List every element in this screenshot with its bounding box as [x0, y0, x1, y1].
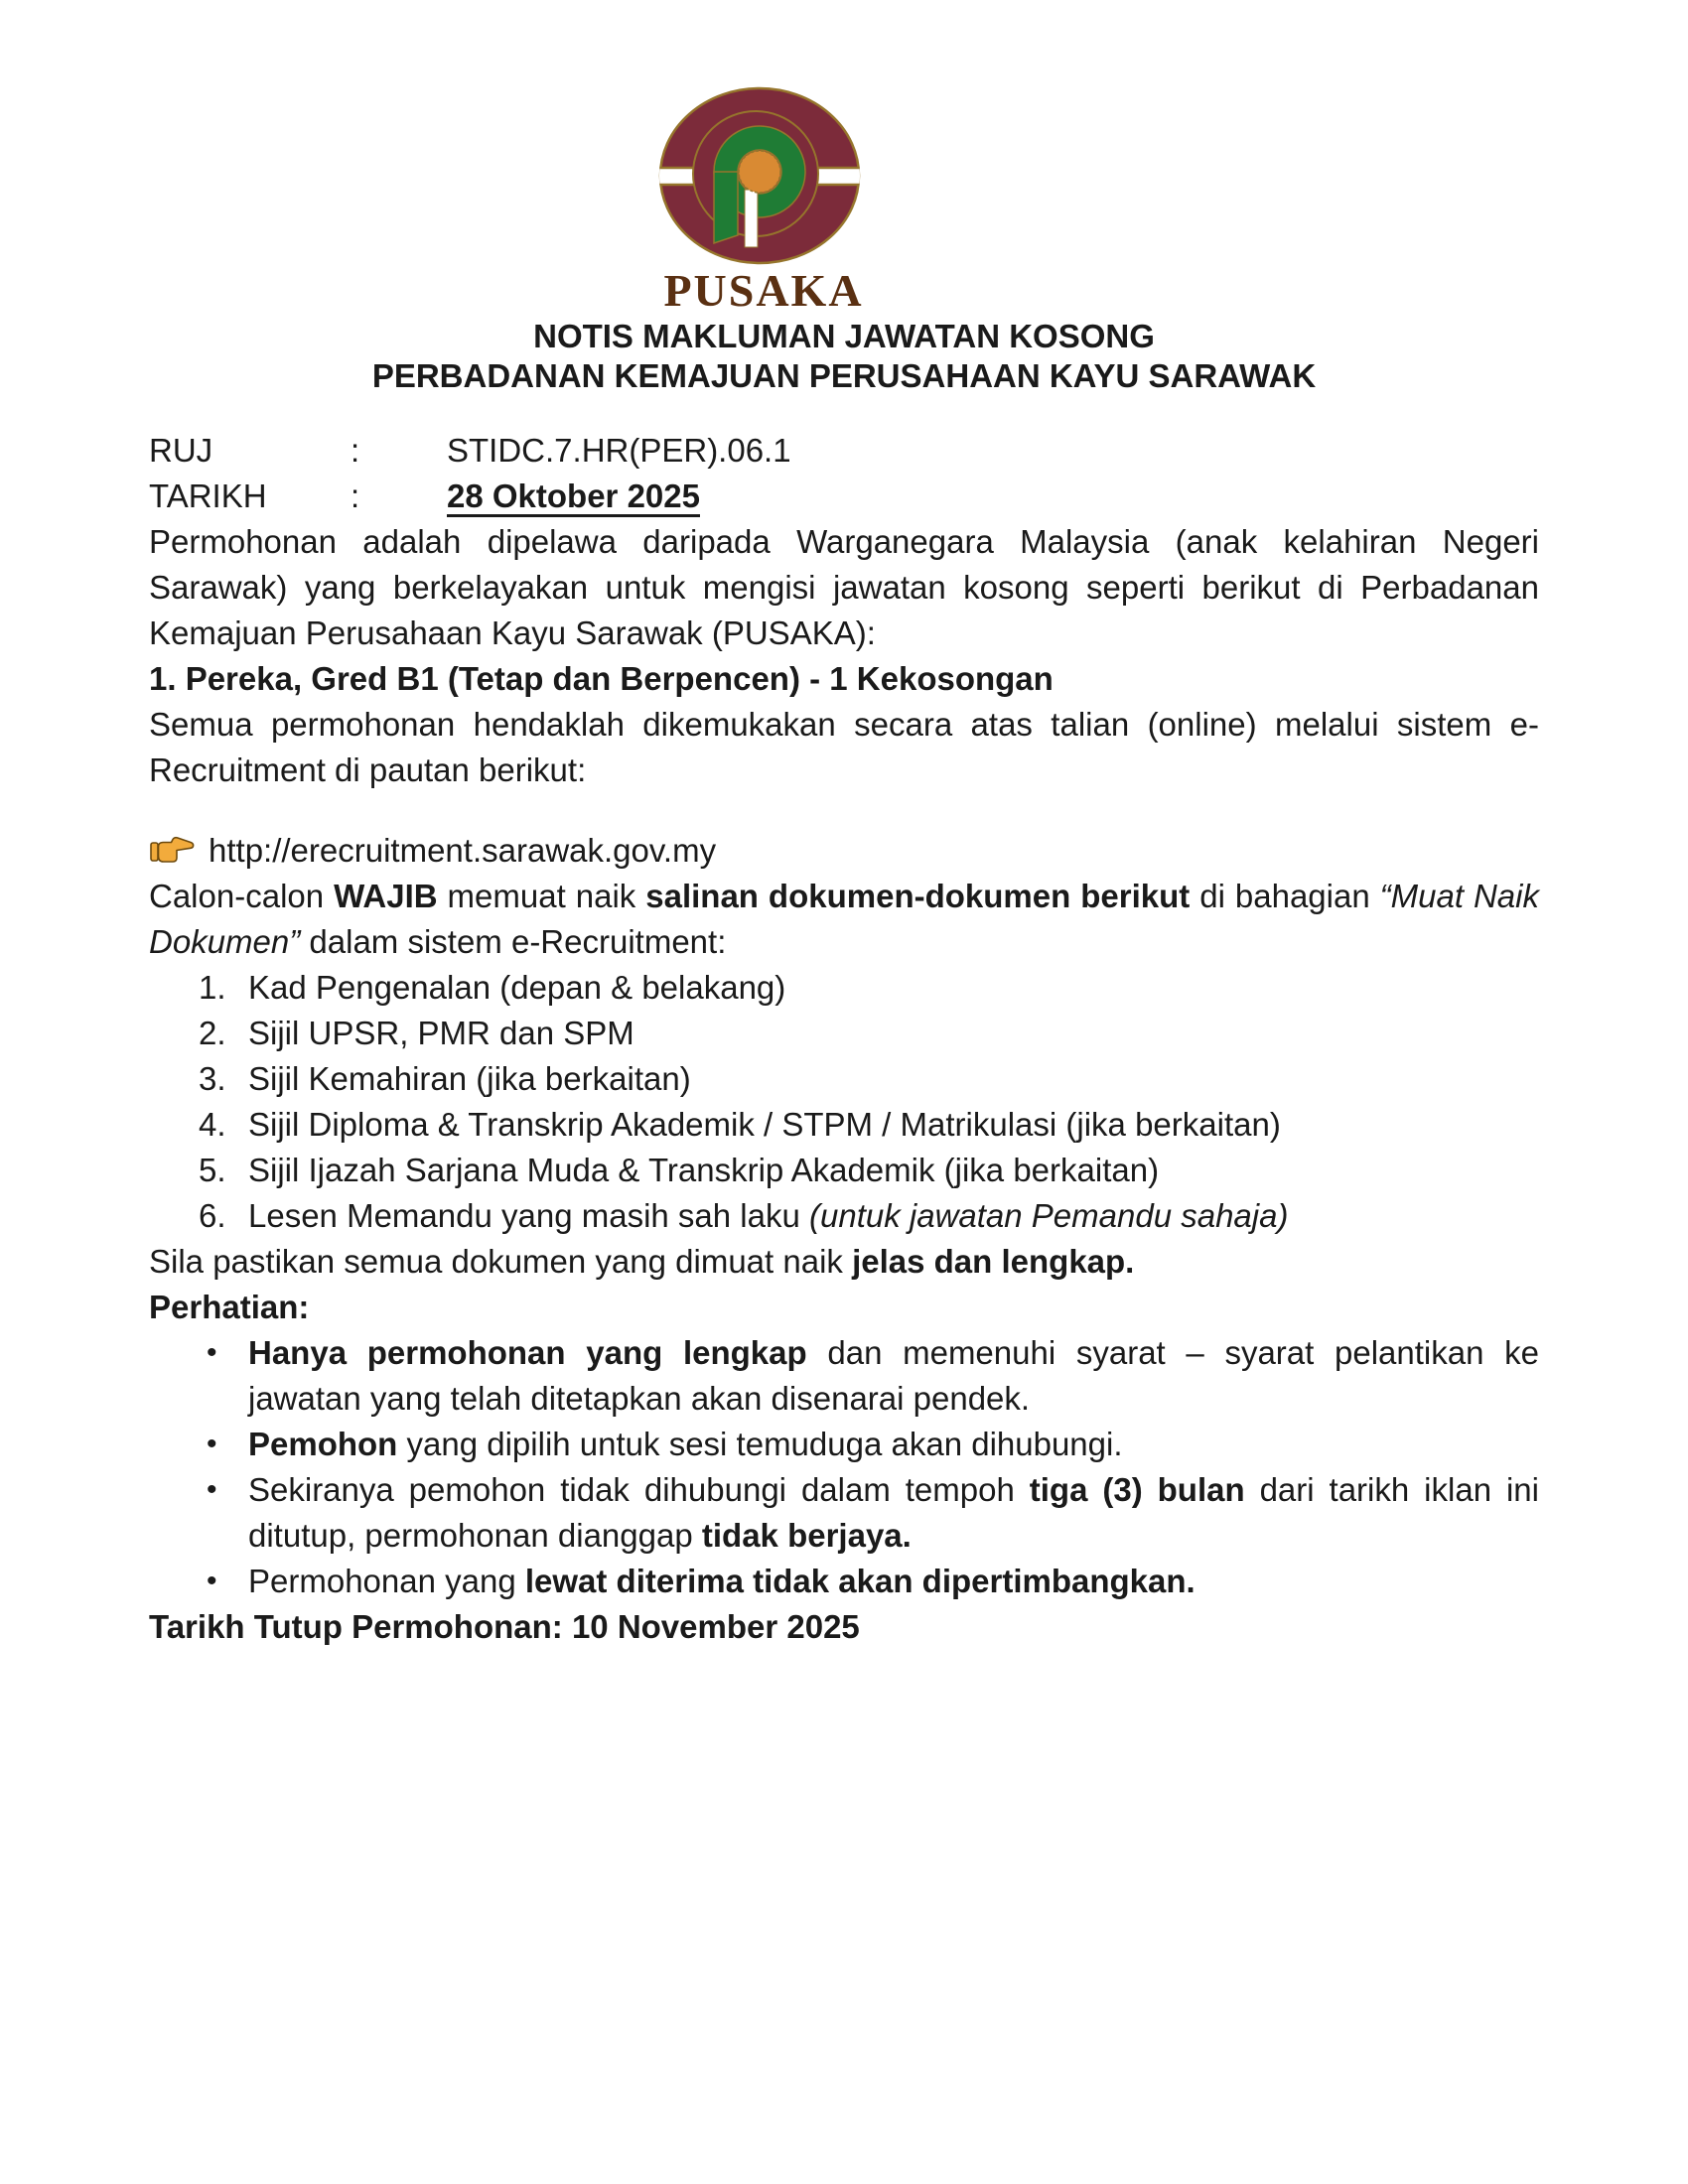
item-number: 5.	[199, 1152, 226, 1188]
upload-instruction: Calon-calon WAJIB memuat naik salinan dokumen-dokumen berikut di bahagian “Muat Naik Dokumen” dalam sistem e-Recruitment:	[149, 878, 1539, 960]
erecruitment-url: http://erecruitment.sarawak.gov.my	[209, 832, 717, 869]
item-text: Sijil Ijazah Sarjana Muda & Transkrip Akademik (jika berkaitan)	[248, 1152, 1160, 1188]
reference-row-ruj	[149, 428, 1539, 474]
item-text: Sijil UPSR, PMR dan SPM	[248, 1015, 634, 1051]
pusaka-wordmark: PUSAKA	[663, 265, 864, 316]
ensure-note: Sila pastikan semua dokumen yang dimuat naik jelas dan lengkap.	[149, 1243, 1135, 1280]
pusaka-logo-icon	[648, 84, 879, 267]
tarikh-value: 28 Oktober 2025	[447, 478, 700, 514]
logo-p-leg	[714, 172, 738, 243]
item-text: Pemohon yang dipilih untuk sesi temuduga akan dihubungi.	[248, 1426, 1123, 1462]
reference-block	[149, 428, 1539, 519]
intro-paragraph: Permohonan adalah dipelawa daripada Warganegara Malaysia (anak kelahiran Negeri Sarawak) yang berkelayakan untuk mengisi jawatan kosong seperti berikut di Perbadanan Kemajuan Perusahaan Kayu Sarawak (PUSAKA):	[149, 523, 1539, 651]
document-item-2	[199, 1011, 1539, 1056]
attention-item-1	[207, 1330, 1539, 1422]
attention-item-3	[207, 1467, 1539, 1559]
item-text: Permohonan yang lewat diterima tidak akan dipertimbangkan.	[248, 1563, 1196, 1599]
bullet-icon: •	[207, 1336, 217, 1369]
item-number: 1.	[199, 969, 226, 1006]
ruj-value: STIDC.7.HR(PER).06.1	[447, 432, 791, 469]
item-number: 4.	[199, 1106, 226, 1143]
document-item-5	[199, 1148, 1539, 1193]
item-text: Hanya permohonan yang lengkap dan memenuhi syarat – syarat pelantikan ke jawatan yang telah ditetapkan akan disenarai pendek.	[248, 1334, 1539, 1417]
document-item-4	[199, 1102, 1539, 1148]
erecruitment-link-row	[149, 828, 1539, 874]
pointing-hand-icon	[149, 833, 195, 869]
ruj-label: RUJ	[149, 432, 213, 469]
logo-center-dot	[739, 151, 780, 193]
document-title	[149, 317, 1539, 396]
bullet-icon: •	[207, 1565, 217, 1597]
closing-date: Tarikh Tutup Permohonan: 10 November 2025	[149, 1608, 860, 1645]
ruj-separator: :	[351, 432, 360, 469]
reference-row-tarikh	[149, 474, 1539, 519]
pusaka-logo	[648, 84, 879, 315]
item-text: Sijil Kemahiran (jika berkaitan)	[248, 1060, 691, 1097]
document-item-6	[199, 1193, 1539, 1239]
item-number: 6.	[199, 1197, 226, 1234]
bullet-icon: •	[207, 1428, 217, 1460]
document-item-1	[199, 965, 1539, 1011]
tarikh-separator: :	[351, 478, 360, 514]
attention-list	[149, 1330, 1539, 1604]
tarikh-label: TARIKH	[149, 478, 267, 514]
title-line-1: NOTIS MAKLUMAN JAWATAN KOSONG	[533, 318, 1155, 354]
attention-item-4	[207, 1559, 1539, 1604]
attention-item-2	[207, 1422, 1539, 1467]
online-submission-note: Semua permohonan hendaklah dikemukakan secara atas talian (online) melalui sistem e-Recruitment di pautan berikut:	[149, 706, 1539, 788]
item-text: Lesen Memandu yang masih sah laku (untuk jawatan Pemandu sahaja)	[248, 1197, 1289, 1234]
item-text: Sekiranya pemohon tidak dihubungi dalam tempoh tiga (3) bulan dari tarikh iklan ini ditutup, permohonan dianggap tidak berjaya.	[248, 1471, 1539, 1554]
logo-p-stem	[745, 190, 758, 247]
item-number: 3.	[199, 1060, 226, 1097]
bullet-icon: •	[207, 1473, 217, 1506]
attention-heading: Perhatian:	[149, 1289, 310, 1325]
item-text: Kad Pengenalan (depan & belakang)	[248, 969, 786, 1006]
vacancy-heading: 1. Pereka, Gred B1 (Tetap dan Berpencen) - 1 Kekosongan	[149, 660, 1054, 697]
document-item-3	[199, 1056, 1539, 1102]
document-checklist	[149, 965, 1539, 1239]
title-line-2: PERBADANAN KEMAJUAN PERUSAHAAN KAYU SARAWAK	[371, 357, 1317, 394]
item-text: Sijil Diploma & Transkrip Akademik / STPM / Matrikulasi (jika berkaitan)	[248, 1106, 1281, 1143]
item-number: 2.	[199, 1015, 226, 1051]
